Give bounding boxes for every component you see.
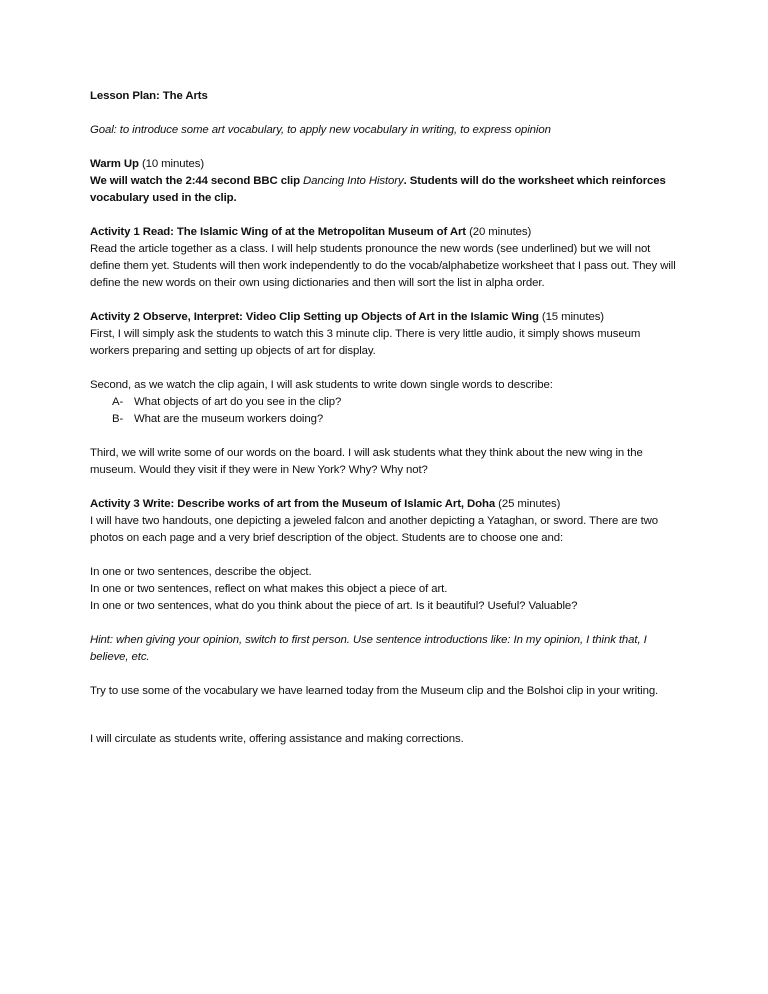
activity3-heading: Activity 3 Write: Describe works of art from the Museum of Islamic Art, Doha (25 minutes) — [90, 498, 561, 510]
document-title: Lesson Plan: The Arts — [90, 90, 208, 102]
closing-statement: I will circulate as students write, offering assistance and making corrections. — [90, 733, 464, 745]
activity3-instruction-2: In one or two sentences, reflect on what makes this object a piece of art. — [90, 583, 448, 595]
activity1-text: Read the article together as a class. I will help students pronounce the new words (see underlined) but we will not define them yet. Students will then work independently to do the vocab/alphabetize worksheet that I pass out. They will define the new words on their own using dictionaries and then will sort the list in alpha order. — [90, 243, 676, 289]
activity3-instruction-1: In one or two sentences, describe the object. — [90, 566, 312, 578]
list-item: A- What objects of art do you see in the clip? — [112, 396, 342, 408]
activity2-paragraph-2: Second, as we watch the clip again, I will ask students to write down single words to describe: — [90, 379, 553, 391]
activity3-instruction-3: In one or two sentences, what do you think about the piece of art. Is it beautiful? Useful? Valuable? — [90, 600, 578, 612]
activity1-heading: Activity 1 Read: The Islamic Wing of at the Metropolitan Museum of Art (20 minutes) — [90, 226, 532, 238]
lesson-plan-document — [90, 88, 680, 748]
activity2-paragraph-1: First, I will simply ask the students to watch this 3 minute clip. There is very little audio, it simply shows museum workers preparing and setting up objects of art for display. — [90, 328, 641, 357]
list-item: B- What are the museum workers doing? — [112, 413, 324, 425]
activity3-hint: Hint: when giving your opinion, switch to first person. Use sentence introductions like: In my opinion, I think that, I believe, etc. — [90, 634, 647, 663]
warmup-text: We will watch the 2:44 second BBC clip Dancing Into History. Students will do the worksheet which reinforces vocabulary used in the clip. — [90, 175, 666, 204]
warmup-heading: Warm Up (10 minutes) — [90, 158, 205, 170]
activity3-vocab-note: Try to use some of the vocabulary we have learned today from the Museum clip and the Bolshoi clip in your writing. — [90, 685, 659, 697]
activity2-heading: Activity 2 Observe, Interpret: Video Clip Setting up Objects of Art in the Islamic Wing (15 minutes) — [90, 311, 604, 323]
goal-statement: Goal: to introduce some art vocabulary, to apply new vocabulary in writing, to express opinion — [90, 124, 551, 136]
activity3-paragraph-1: I will have two handouts, one depicting a jeweled falcon and another depicting a Yataghan, or sword. There are two photos on each page and a very brief description of the object. Students are to choose one and: — [90, 515, 658, 544]
activity2-question-list — [90, 394, 680, 428]
activity2-paragraph-3: Third, we will write some of our words on the board. I will ask students what they think about the new wing in the museum. Would they visit if they were in New York? Why? Why not? — [90, 447, 643, 476]
